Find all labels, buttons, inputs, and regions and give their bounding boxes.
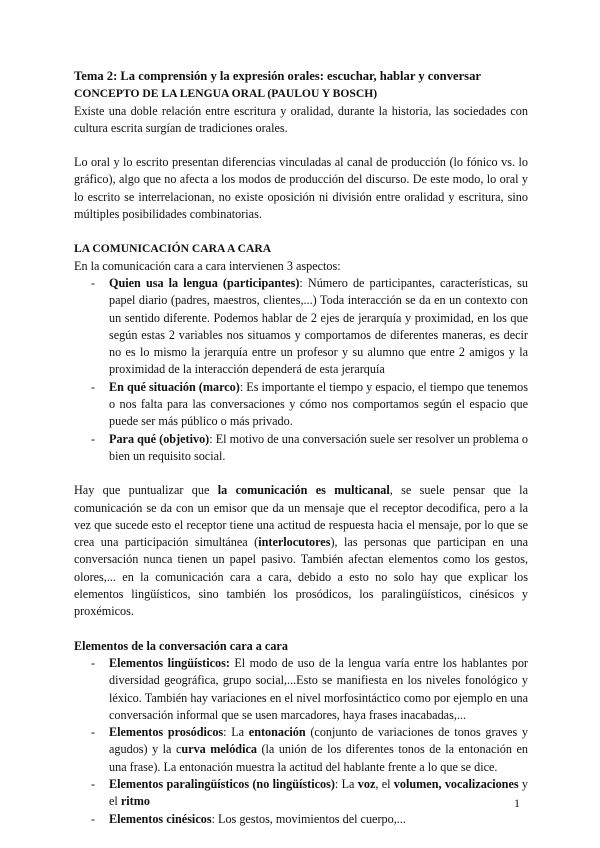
list-item [74, 776, 528, 811]
section-heading-elementos: Elementos de la conversación cara a cara [74, 638, 288, 653]
section-heading-lengua-oral: CONCEPTO DE LA LENGUA ORAL (PAULOU Y BOSCH) [74, 87, 378, 101]
list-item [74, 379, 528, 431]
bold-run: interlocutores [258, 535, 331, 550]
item-label: Elementos cinésicos [109, 811, 212, 826]
text-run: : La [334, 776, 358, 791]
item-text: : Número de participantes, características, su papel diario (padres, maestros, clientes,...) Toda interacción se da en un contexto con un sentido diferente. Podemos hablar de 2 ejes de jerarquía y proximidad, en los que según estas 2 variables nos situamos y comportamos de diferentes maneras, es decir no es lo mismo la jerarquía entre un profesor y su alumno que entre 2 amigos y la proximidad de la interacción dependerá de esta jerarquía [109, 275, 528, 377]
aspects-list [74, 275, 528, 465]
spacer [74, 465, 528, 482]
text-run: y el [109, 776, 529, 809]
item-text: : El motivo de una conversación suele ser resolver un problema o bien un requisito social. [109, 431, 528, 463]
document-title: Tema 2: La comprensión y la expresión orales: escuchar, hablar y conversar [74, 69, 481, 83]
text-run: ), las personas que participan en una conversación nunca tienen un papel pasivo. También afectan elementos como los gestos, olores,... en la comunicación cara a cara, debido a esto no solo hay que explicar los elementos lingüísticos, sino también los prosódicos, los paralingüísticos, cinésicos y proxémicos. [74, 535, 528, 619]
text-run: (la unión de los diferentes tonos de la entonación en una frase). La entonación muestra la actitud del hablante frente a lo que se dice. [109, 742, 528, 774]
item-text: El modo de uso de la lengua varía entre los hablantes por diversidad geográfica, grupo social,...Esto se manifiesta en los niveles fonológico y léxico. También hay variaciones en el nivel morfosintáctico como por ejemplo en una conversación informal que se usen marcadores, haya frases inacabadas,... [109, 655, 528, 722]
bold-run: entonación [248, 725, 306, 740]
dash-marker: - [91, 275, 96, 290]
text-run: , el [375, 776, 394, 791]
bold-run: ritmo [120, 794, 150, 809]
item-label: Elementos lingüísticos: [109, 655, 230, 670]
dash-marker: - [91, 811, 96, 826]
item-label: Para qué (objetivo) [109, 431, 210, 446]
text-run: : La [223, 725, 249, 740]
list-item [74, 431, 528, 466]
item-label: Elementos paralingüísticos (no lingüísticos) [109, 776, 335, 791]
list-item [74, 655, 528, 724]
page-content [74, 68, 528, 828]
paragraph: Lo oral y lo escrito presentan diferencias vinculadas al canal de producción (lo fónico vs. lo gráfico), algo que no afecta a los modos de producción del discurso. De este modo, lo oral y lo escrito se interrelacionan, no existe oposición ni división entre oralidad y escritura, sino múltiples posibilidades combinatorias. [74, 155, 528, 222]
spacer [74, 137, 528, 154]
dash-marker: - [91, 655, 96, 670]
dash-marker: - [91, 776, 96, 791]
text-run: (conjunto de variaciones de tonos graves y agudos) y la c [109, 725, 528, 757]
dash-marker: - [91, 431, 96, 446]
item-label: Elementos prosódicos [109, 725, 224, 740]
paragraph: Existe una doble relación entre escritura y oralidad, durante la historia, las sociedades con cultura escrita surgían de tradiciones orales. [74, 103, 528, 135]
section-heading-cara-a-cara: LA COMUNICACIÓN CARA A CARA [74, 242, 272, 256]
item-text: : Es importante el tiempo y espacio, el tiempo que tenemos o nos falta para las conversaciones y cómo nos comportamos según el espacio que puede ser más público o más privado. [109, 379, 529, 429]
page-number: 1 [514, 796, 520, 810]
item-text: : Los gestos, movimientos del cuerpo,... [211, 811, 406, 826]
item-label: Quien usa la lengua (participantes) [109, 275, 300, 290]
text-run: , se suele pensar que la comunicación se da con un emisor que da un mensaje que el receptor decodifica, pero a la vez que sucede esto el receptor tiene una actitud de respuesta hacia el mensaje, por lo que se crea una participación simultánea ( [74, 483, 528, 550]
bold-run: la comunicación es multicanal [217, 483, 390, 498]
text-run: Hay que puntualizar que [74, 483, 218, 498]
item-label: En qué situación (marco) [109, 379, 240, 394]
bold-run: urva melódica [181, 742, 257, 757]
list-item [74, 275, 528, 379]
bold-run: voz [357, 776, 376, 791]
dash-marker: - [91, 725, 96, 740]
bold-run: volumen, vocalizaciones [393, 776, 519, 791]
list-item [74, 724, 528, 776]
paragraph: En la comunicación cara a cara intervienen 3 aspectos: [74, 258, 341, 273]
dash-marker: - [91, 379, 96, 394]
elements-list [74, 655, 528, 828]
list-item [74, 811, 528, 828]
spacer [74, 223, 528, 240]
spacer [74, 621, 528, 638]
paragraph-multicanal [74, 482, 528, 620]
